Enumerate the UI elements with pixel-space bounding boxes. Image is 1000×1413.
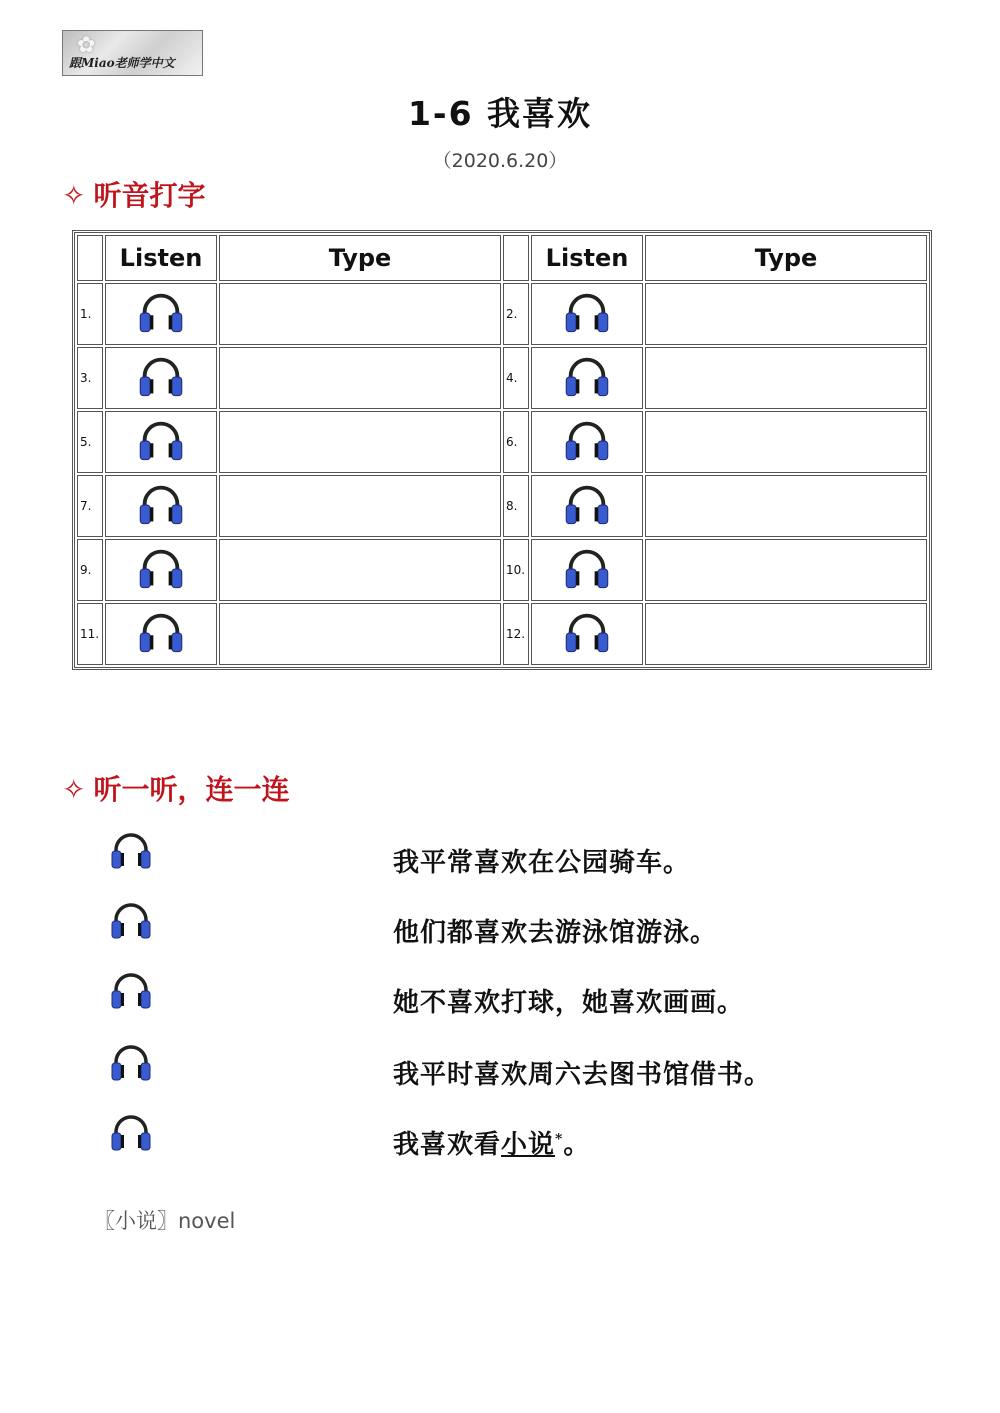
type-answer-field[interactable] [219,539,501,601]
item-number: 1. [77,283,103,345]
sentence-text: 。 [563,1130,591,1160]
listen-type-table [72,230,932,670]
header-listen: Listen [531,235,643,281]
headphone-icon[interactable] [137,482,185,530]
logo [62,30,203,76]
headphone-icon[interactable] [108,1112,154,1156]
type-answer-field[interactable] [219,603,501,665]
listen-cell [105,475,217,537]
listen-cell [531,347,643,409]
headphone-icon[interactable] [108,1042,154,1086]
type-answer-field[interactable] [219,411,501,473]
header-blank [503,235,529,281]
page-date: （2020.6.20） [432,150,568,172]
listen-cell [531,603,643,665]
table-row [77,539,927,601]
sentence-text: 我喜欢看 [393,1130,502,1160]
item-number: 11. [77,603,103,665]
item-number: 9. [77,539,103,601]
logo-mark-icon: ✿ [77,33,96,58]
headphone-icon[interactable] [137,610,185,658]
match-sentence[interactable] [393,1124,590,1161]
item-number: 3. [77,347,103,409]
match-sentence[interactable]: 我平时喜欢周六去图书馆借书。 [393,1060,772,1090]
item-number: 2. [503,283,529,345]
headphone-icon[interactable] [137,546,185,594]
type-answer-field[interactable] [219,283,501,345]
type-answer-field[interactable] [645,475,927,537]
headphone-icon[interactable] [137,418,185,466]
footnote: 〖小说〗novel [94,1209,236,1233]
vocab-word: 小说 [501,1130,556,1160]
section-label: 听一听，连一连 [93,773,290,806]
logo-text: 跟Miao老师学中文 [69,56,175,70]
type-answer-field[interactable] [645,411,927,473]
header-listen: Listen [105,235,217,281]
headphone-icon[interactable] [563,418,611,466]
table-row [77,347,927,409]
footnote-marker: * [555,1131,564,1148]
table-row [77,411,927,473]
header-type: Type [219,235,501,281]
item-number: 12. [503,603,529,665]
match-sentence[interactable]: 他们都喜欢去游泳馆游泳。 [393,918,718,948]
headphone-icon[interactable] [108,900,154,944]
listen-cell [105,603,217,665]
listen-cell [531,539,643,601]
item-number: 4. [503,347,529,409]
sparkle-icon: ✧ [62,773,86,806]
headphone-icon[interactable] [563,482,611,530]
listen-cell [531,411,643,473]
type-answer-field[interactable] [645,603,927,665]
header-blank [77,235,103,281]
table-row [77,603,927,665]
type-answer-field[interactable] [219,347,501,409]
type-answer-field[interactable] [645,539,927,601]
listen-cell [531,475,643,537]
listen-cell [105,347,217,409]
section-label: 听音打字 [93,179,206,212]
type-answer-field[interactable] [219,475,501,537]
headphone-icon[interactable] [563,290,611,338]
headphone-icon[interactable] [137,354,185,402]
table-row [77,475,927,537]
table-header-row [77,235,927,281]
listen-cell [105,411,217,473]
match-sentence[interactable]: 我平常喜欢在公园骑车。 [393,848,691,878]
section-heading-listen-type [62,174,205,214]
headphone-icon[interactable] [108,830,154,874]
item-number: 7. [77,475,103,537]
item-number: 8. [503,475,529,537]
type-answer-field[interactable] [645,283,927,345]
headphone-icon[interactable] [563,610,611,658]
listen-cell [105,539,217,601]
listen-cell [531,283,643,345]
item-number: 10. [503,539,529,601]
type-answer-field[interactable] [645,347,927,409]
sparkle-icon: ✧ [62,179,86,212]
section-heading-listen-match [62,768,289,808]
match-sentence[interactable]: 她不喜欢打球，她喜欢画画。 [393,988,745,1018]
item-number: 6. [503,411,529,473]
header-type: Type [645,235,927,281]
page-title: 1-6 我喜欢 [407,94,593,133]
headphone-icon[interactable] [137,290,185,338]
headphone-icon[interactable] [563,354,611,402]
headphone-icon[interactable] [108,970,154,1014]
headphone-icon[interactable] [563,546,611,594]
table-row [77,283,927,345]
listen-cell [105,283,217,345]
item-number: 5. [77,411,103,473]
